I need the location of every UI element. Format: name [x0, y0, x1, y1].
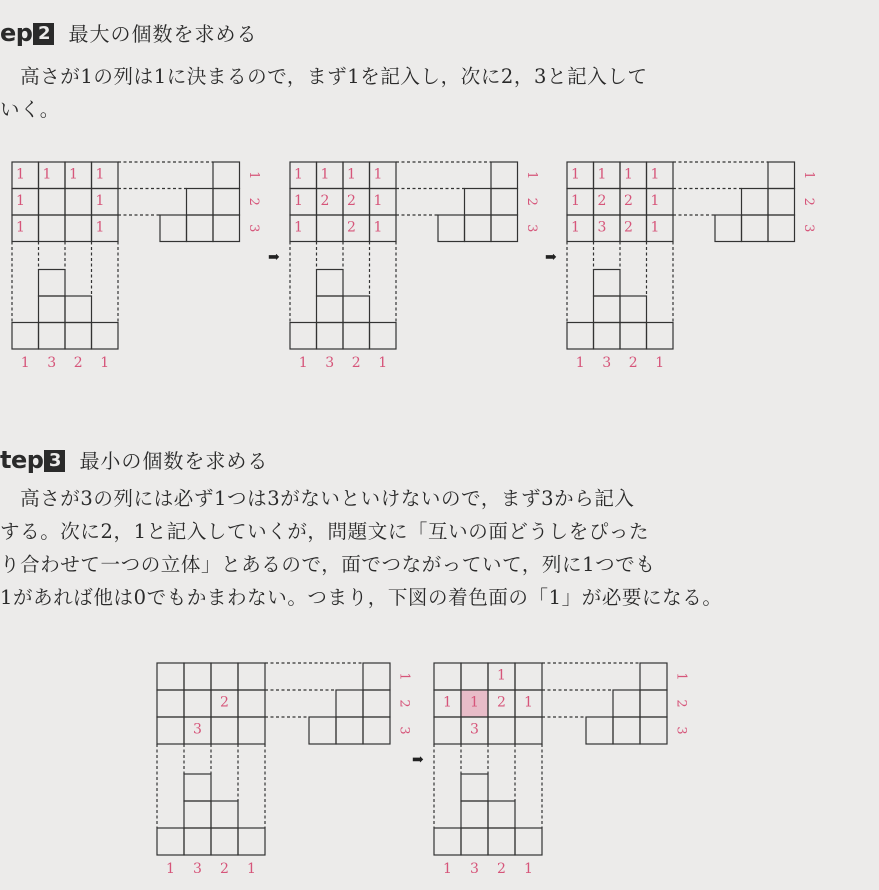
front-view-block — [461, 801, 488, 828]
side-label: 3 — [246, 224, 261, 233]
side-label: 3 — [396, 726, 412, 735]
front-view-block — [39, 296, 66, 323]
top-view-cell — [157, 690, 184, 717]
front-label: 1 — [100, 355, 110, 371]
cell-number: 2 — [597, 192, 607, 209]
front-view-block — [461, 774, 488, 801]
front-view-block — [12, 323, 39, 350]
side-view-block — [640, 663, 667, 690]
cell-number: 1 — [95, 166, 105, 183]
front-label: 3 — [602, 355, 612, 371]
cell-number: 1 — [16, 166, 25, 183]
cell-number: 3 — [193, 721, 202, 738]
side-label: 2 — [396, 699, 412, 708]
cell-number: 1 — [16, 192, 25, 209]
cell-number: 2 — [624, 219, 633, 236]
side-label: 3 — [673, 726, 689, 735]
front-view-block — [211, 801, 238, 828]
side-label: 1 — [524, 171, 539, 180]
cell-number: 1 — [373, 219, 383, 236]
side-view-block — [491, 189, 518, 216]
side-view-block — [742, 189, 769, 216]
front-label: 2 — [497, 861, 506, 877]
cell-number: 2 — [220, 694, 229, 711]
front-view-block — [567, 323, 594, 350]
step3-title: 最小の個数を求める — [79, 449, 269, 473]
side-view-block — [613, 690, 640, 717]
front-view-block — [343, 323, 370, 350]
front-view-block — [184, 828, 211, 855]
front-view-block — [290, 323, 317, 350]
top-view-cell — [238, 690, 265, 717]
side-view-block — [715, 215, 742, 242]
arrow-icon: ➡ — [545, 249, 557, 266]
side-label: 1 — [246, 171, 261, 180]
cell-number: 2 — [320, 192, 330, 209]
side-view-block — [213, 215, 240, 242]
step3-line: り合わせて一つの立体」とあるので，面でつながっていて，列に1つでも — [0, 553, 656, 576]
side-label: 2 — [801, 197, 816, 206]
cell-number: 2 — [347, 192, 356, 209]
step3-line: 1があれば他は0でもかまわない。つまり，下図の着色面の「1」が必要になる。 — [0, 586, 723, 609]
front-view-block — [39, 270, 66, 297]
arrow-icon: ➡ — [412, 752, 424, 768]
front-view-block — [317, 323, 344, 350]
step3-number: 3 — [44, 450, 65, 472]
side-label: 2 — [673, 699, 689, 708]
cell-number: 1 — [69, 166, 78, 183]
top-view-cell — [65, 215, 92, 242]
side-view-block — [465, 215, 492, 242]
front-label: 1 — [247, 861, 256, 877]
top-view-cell — [211, 717, 238, 744]
front-label: 3 — [470, 861, 479, 877]
front-view-block — [620, 323, 647, 350]
side-label: 1 — [801, 171, 816, 180]
front-view-block — [594, 270, 621, 297]
cell-number: 1 — [571, 166, 580, 183]
front-view-block — [594, 296, 621, 323]
front-view-block — [65, 323, 92, 350]
side-view-block — [336, 717, 363, 744]
side-view-block — [187, 215, 214, 242]
front-view-block — [184, 801, 211, 828]
side-view-block — [213, 189, 240, 216]
side-view-block — [613, 717, 640, 744]
step2-line: 高さが1の列は1に決まるので，まず1を記入し，次に2，3と記入して — [0, 65, 648, 88]
top-view-cell — [184, 663, 211, 690]
front-label: 3 — [325, 355, 335, 371]
front-label: 1 — [298, 355, 308, 371]
cell-number: 1 — [597, 166, 607, 183]
cell-number: 1 — [470, 694, 479, 711]
side-view-block — [438, 215, 465, 242]
step2-title: 最大の個数を求める — [68, 22, 258, 46]
cell-number: 1 — [373, 192, 383, 209]
cell-number: 1 — [497, 667, 506, 684]
side-label: 1 — [396, 672, 412, 681]
top-view-cell — [238, 663, 265, 690]
cell-number: 1 — [294, 219, 303, 236]
top-view-cell — [515, 717, 542, 744]
front-label: 1 — [524, 861, 533, 877]
arrow-icon: ➡ — [268, 249, 280, 266]
front-view-block — [488, 801, 515, 828]
side-label: 3 — [801, 224, 816, 233]
top-view-cell — [488, 717, 515, 744]
cell-number: 1 — [16, 219, 25, 236]
step2-line: いく。 — [0, 98, 60, 121]
front-view-block — [157, 828, 184, 855]
top-view-cell — [317, 215, 344, 242]
front-view-block — [65, 296, 92, 323]
side-view-block — [742, 215, 769, 242]
front-view-block — [184, 774, 211, 801]
front-label: 2 — [220, 861, 229, 877]
side-view-block — [213, 162, 240, 189]
top-view-cell — [39, 189, 66, 216]
side-view-block — [309, 717, 336, 744]
side-view-block — [491, 162, 518, 189]
side-view-block — [336, 690, 363, 717]
front-label: 1 — [20, 355, 30, 371]
top-view-cell — [184, 690, 211, 717]
step2-number: 2 — [33, 23, 54, 45]
cell-number: 1 — [42, 166, 52, 183]
top-view-cell — [65, 189, 92, 216]
top-view-cell — [515, 663, 542, 690]
cell-number: 1 — [650, 219, 660, 236]
front-view-block — [594, 323, 621, 350]
side-view-block — [491, 215, 518, 242]
cell-number: 1 — [443, 694, 452, 711]
front-view-block — [647, 323, 674, 350]
top-view-cell — [157, 717, 184, 744]
front-view-block — [238, 828, 265, 855]
cell-number: 2 — [624, 192, 633, 209]
side-view-block — [187, 189, 214, 216]
top-view-cell — [238, 717, 265, 744]
cell-number: 1 — [650, 166, 660, 183]
top-view-cell — [461, 663, 488, 690]
side-view-block — [363, 690, 390, 717]
front-view-block — [92, 323, 119, 350]
side-view-block — [640, 690, 667, 717]
side-view-block — [768, 215, 795, 242]
step3-label: tep — [0, 446, 44, 474]
front-label: 1 — [378, 355, 388, 371]
cell-number: 1 — [95, 192, 105, 209]
front-label: 2 — [73, 355, 83, 371]
top-view-cell — [211, 663, 238, 690]
front-view-block — [317, 270, 344, 297]
step3-line: 高さが3の列には必ず1つは3がないといけないので，まず3から記入 — [0, 487, 635, 510]
front-label: 3 — [193, 861, 202, 877]
front-label: 3 — [47, 355, 57, 371]
cell-number: 3 — [470, 721, 479, 738]
front-view-block — [488, 828, 515, 855]
side-view-block — [363, 717, 390, 744]
front-label: 2 — [628, 355, 638, 371]
cell-number: 1 — [524, 694, 533, 711]
front-view-block — [39, 323, 66, 350]
step3-line: する。次に2，1と記入していくが，問題文に「互いの面どうしをぴった — [0, 520, 650, 543]
cell-number: 2 — [497, 694, 506, 711]
cell-number: 1 — [571, 219, 580, 236]
side-view-block — [465, 189, 492, 216]
cell-number: 1 — [347, 166, 356, 183]
cell-number: 1 — [650, 192, 660, 209]
cell-number: 1 — [95, 219, 105, 236]
top-view-cell — [434, 663, 461, 690]
top-view-cell — [157, 663, 184, 690]
side-label: 3 — [524, 224, 539, 233]
side-label: 2 — [246, 197, 261, 206]
front-view-block — [461, 828, 488, 855]
top-view-cell — [434, 717, 461, 744]
step2-label: ep — [0, 19, 33, 47]
front-view-block — [515, 828, 542, 855]
side-view-block — [768, 162, 795, 189]
cell-number: 1 — [571, 192, 580, 209]
side-label: 1 — [673, 672, 689, 681]
front-label: 1 — [655, 355, 665, 371]
front-view-block — [434, 828, 461, 855]
cell-number: 1 — [624, 166, 633, 183]
cell-number: 1 — [294, 192, 303, 209]
front-label: 2 — [351, 355, 361, 371]
front-view-block — [317, 296, 344, 323]
front-label: 1 — [166, 861, 175, 877]
side-view-block — [586, 717, 613, 744]
front-view-block — [620, 296, 647, 323]
side-label: 2 — [524, 197, 539, 206]
cell-number: 1 — [294, 166, 303, 183]
top-view-cell — [39, 215, 66, 242]
side-view-block — [363, 663, 390, 690]
front-label: 1 — [575, 355, 585, 371]
cell-number: 1 — [320, 166, 330, 183]
side-view-block — [160, 215, 187, 242]
cell-number: 1 — [373, 166, 383, 183]
cell-number: 3 — [597, 219, 607, 236]
side-view-block — [768, 189, 795, 216]
front-view-block — [343, 296, 370, 323]
side-view-block — [640, 717, 667, 744]
front-label: 1 — [443, 861, 452, 877]
front-view-block — [211, 828, 238, 855]
cell-number: 2 — [347, 219, 356, 236]
front-view-block — [370, 323, 397, 350]
